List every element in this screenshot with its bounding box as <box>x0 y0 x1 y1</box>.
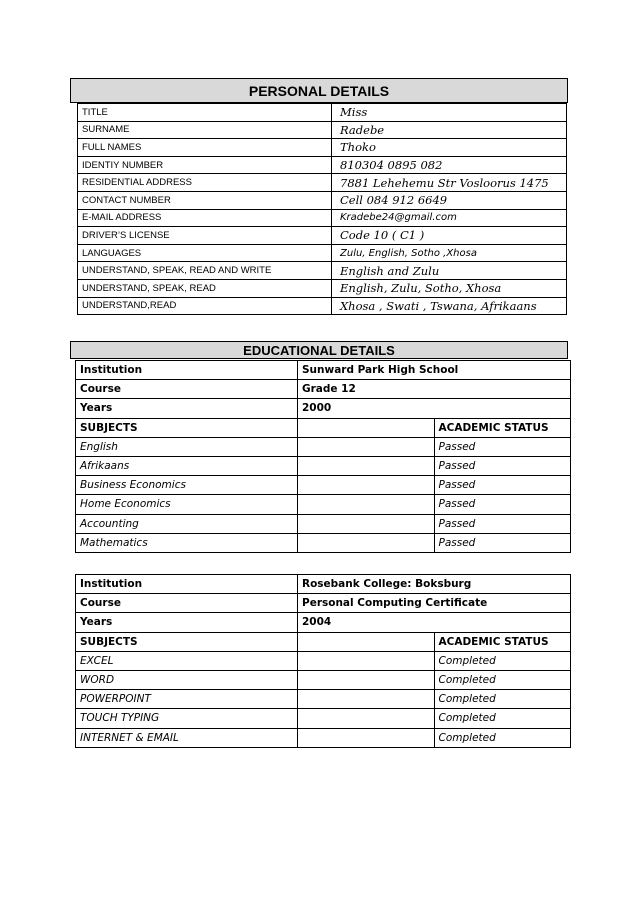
empty-cell <box>298 632 435 651</box>
table-row <box>78 156 567 174</box>
table-row <box>76 380 571 399</box>
subject-name: Accounting <box>76 514 298 533</box>
field-label: DRIVER’S LICENSE <box>78 227 332 245</box>
subject-name: Home Economics <box>76 495 298 514</box>
personal-details-table <box>77 103 567 315</box>
status-header: ACADEMIC STATUS <box>434 418 571 437</box>
table-row <box>76 690 571 709</box>
institution-value: Sunward Park High School <box>298 361 571 380</box>
course-value: Personal Computing Certificate <box>298 594 571 613</box>
table-row <box>76 651 571 670</box>
table-row <box>78 191 567 209</box>
personal-details-heading: PERSONAL DETAILS <box>70 78 568 103</box>
subject-status: Completed <box>434 709 571 728</box>
empty-cell <box>298 456 435 475</box>
table-row <box>78 244 567 262</box>
subjects-header: SUBJECTS <box>76 632 298 651</box>
empty-cell <box>298 495 435 514</box>
subject-name: TOUCH TYPING <box>76 709 298 728</box>
table-row <box>78 174 567 192</box>
empty-cell <box>298 514 435 533</box>
empty-cell <box>298 709 435 728</box>
field-value: Xhosa , Swati , Tswana, Afrikaans <box>332 297 567 315</box>
table-row <box>76 594 571 613</box>
subject-name: Mathematics <box>76 533 298 552</box>
field-value: Radebe <box>332 121 567 139</box>
field-value: English and Zulu <box>332 262 567 280</box>
empty-cell <box>298 418 435 437</box>
table-row <box>76 632 571 651</box>
institution-label: Institution <box>76 361 298 380</box>
subject-status: Passed <box>434 476 571 495</box>
institution-label: Institution <box>76 575 298 594</box>
years-label: Years <box>76 399 298 418</box>
empty-cell <box>298 728 435 747</box>
table-row <box>78 227 567 245</box>
empty-cell <box>298 690 435 709</box>
table-row <box>78 139 567 157</box>
subject-status: Completed <box>434 690 571 709</box>
field-label: UNDERSTAND,READ <box>78 297 332 315</box>
table-row <box>78 297 567 315</box>
table-row <box>76 437 571 456</box>
field-label: TITLE <box>78 104 332 122</box>
empty-cell <box>298 670 435 689</box>
field-value: 7881 Lehehemu Str Vosloorus 1475 <box>332 174 567 192</box>
subject-name: Afrikaans <box>76 456 298 475</box>
table-row <box>76 418 571 437</box>
subject-status: Passed <box>434 456 571 475</box>
table-row <box>76 495 571 514</box>
subject-status: Completed <box>434 670 571 689</box>
table-row <box>76 613 571 632</box>
subject-status: Passed <box>434 495 571 514</box>
years-label: Years <box>76 613 298 632</box>
table-row <box>78 279 567 297</box>
field-label: UNDERSTAND, SPEAK, READ AND WRITE <box>78 262 332 280</box>
empty-cell <box>298 651 435 670</box>
educational-details-heading: EDUCATIONAL DETAILS <box>70 341 568 359</box>
empty-cell <box>298 533 435 552</box>
subject-name: Business Economics <box>76 476 298 495</box>
table-row <box>76 670 571 689</box>
subject-status: Completed <box>434 728 571 747</box>
table-row <box>76 456 571 475</box>
field-label: SURNAME <box>78 121 332 139</box>
table-row <box>76 709 571 728</box>
empty-cell <box>298 437 435 456</box>
years-value: 2004 <box>298 613 571 632</box>
subject-status: Passed <box>434 533 571 552</box>
subject-name: WORD <box>76 670 298 689</box>
status-header: ACADEMIC STATUS <box>434 632 571 651</box>
education-table-college <box>75 574 571 748</box>
field-label: LANGUAGES <box>78 244 332 262</box>
subject-status: Passed <box>434 437 571 456</box>
field-value: Miss <box>332 104 567 122</box>
subject-name: INTERNET & EMAIL <box>76 728 298 747</box>
course-label: Course <box>76 594 298 613</box>
field-value: Zulu, English, Sotho ,Xhosa <box>332 244 567 262</box>
table-row <box>78 121 567 139</box>
subject-name: EXCEL <box>76 651 298 670</box>
field-value: English, Zulu, Sotho, Xhosa <box>332 279 567 297</box>
subject-name: English <box>76 437 298 456</box>
table-row <box>76 476 571 495</box>
table-row <box>76 575 571 594</box>
institution-value: Rosebank College: Boksburg <box>298 575 571 594</box>
field-value: Thoko <box>332 139 567 157</box>
table-row <box>78 262 567 280</box>
field-label: CONTACT NUMBER <box>78 191 332 209</box>
table-row <box>76 399 571 418</box>
empty-cell <box>298 476 435 495</box>
table-row <box>76 514 571 533</box>
field-label: RESIDENTIAL ADDRESS <box>78 174 332 192</box>
table-row <box>76 728 571 747</box>
years-value: 2000 <box>298 399 571 418</box>
field-label: E-MAIL ADDRESS <box>78 209 332 227</box>
education-table-school <box>75 360 571 553</box>
subject-status: Passed <box>434 514 571 533</box>
table-row <box>78 104 567 122</box>
course-value: Grade 12 <box>298 380 571 399</box>
field-label: IDENTIY NUMBER <box>78 156 332 174</box>
table-row <box>78 209 567 227</box>
course-label: Course <box>76 380 298 399</box>
field-value: Cell 084 912 6649 <box>332 191 567 209</box>
subject-status: Completed <box>434 651 571 670</box>
subject-name: POWERPOINT <box>76 690 298 709</box>
field-label: UNDERSTAND, SPEAK, READ <box>78 279 332 297</box>
table-row <box>76 361 571 380</box>
field-value: Code 10 ( C1 ) <box>332 227 567 245</box>
field-label: FULL NAMES <box>78 139 332 157</box>
email-value: Kradebe24@gmail.com <box>332 209 567 227</box>
subjects-header: SUBJECTS <box>76 418 298 437</box>
field-value: 810304 0895 082 <box>332 156 567 174</box>
table-row <box>76 533 571 552</box>
